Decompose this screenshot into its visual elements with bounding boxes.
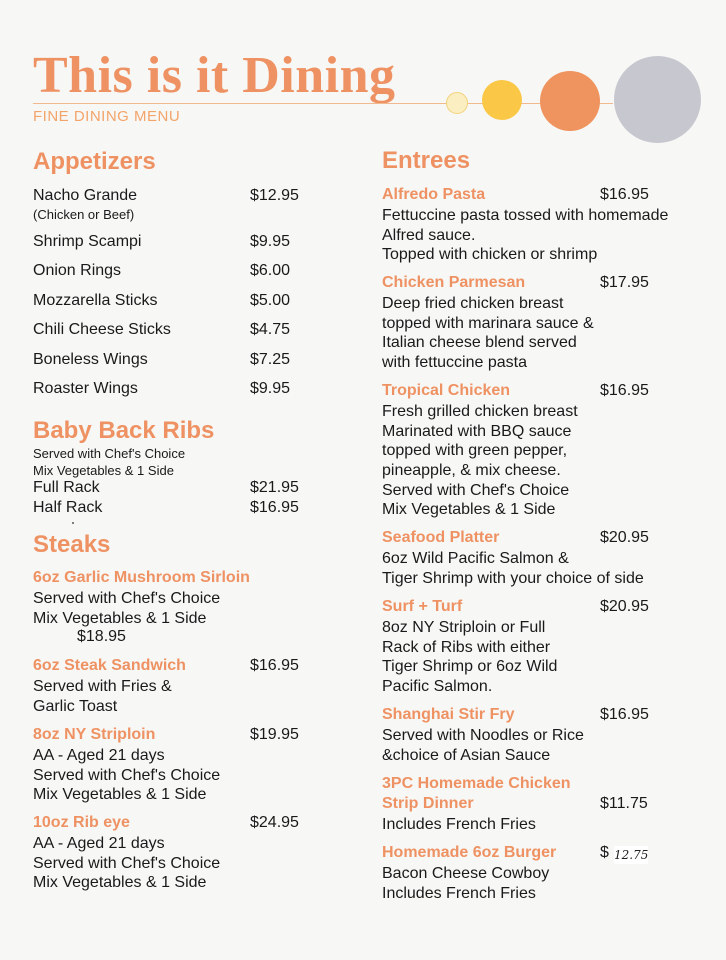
description-line: Marinated with BBQ sauce bbox=[382, 422, 572, 440]
entree-price: $16.95 bbox=[600, 186, 649, 203]
description-line: Mix Vegetables & 1 Side bbox=[382, 501, 556, 519]
description-line: 6oz Wild Pacific Salmon & bbox=[382, 550, 569, 567]
entree-name: Chicken Parmesan bbox=[382, 274, 526, 291]
decor-circle-orange bbox=[540, 71, 600, 131]
entree-name: Tropical Chicken bbox=[382, 382, 511, 399]
appetizer-name: Nacho Grande bbox=[33, 187, 138, 204]
description-line: Includes French Fries bbox=[382, 816, 536, 833]
description-line: Includes French Fries bbox=[382, 884, 536, 902]
entree-price: $11.75 bbox=[600, 795, 648, 812]
description-line: Mix Vegetables & 1 Side bbox=[33, 609, 207, 627]
steak-price: $24.95 bbox=[250, 814, 299, 831]
steak-description bbox=[33, 677, 172, 716]
steak-name: 8oz NY Striploin bbox=[33, 726, 156, 743]
ribs-heading: Baby Back Ribs bbox=[33, 417, 215, 444]
description-line: Served with Chef's Choice bbox=[33, 854, 221, 872]
entree-price: $20.95 bbox=[600, 529, 649, 546]
steak-description bbox=[33, 834, 220, 893]
entree-price: $16.95 bbox=[600, 382, 649, 399]
description-line: Served with Chef's Choice bbox=[382, 481, 570, 499]
entree-name: Surf + Turf bbox=[382, 598, 463, 615]
entree-description bbox=[382, 815, 536, 835]
description-line: pineapple, & mix cheese. bbox=[382, 462, 561, 480]
description-line: Fresh grilled chicken breast bbox=[382, 403, 578, 420]
appetizer-name: Chili Cheese Sticks bbox=[33, 321, 171, 338]
decor-circle-small bbox=[446, 92, 468, 114]
description-line: Rack of Ribs with either bbox=[382, 638, 551, 656]
appetizer-name: Onion Rings bbox=[33, 262, 122, 279]
description-line: AA - Aged 21 days bbox=[33, 835, 165, 852]
entree-name: Shanghai Stir Fry bbox=[382, 706, 515, 723]
entree-price: $ bbox=[600, 844, 609, 861]
restaurant-title: This is it Dining bbox=[33, 47, 396, 104]
entree-description bbox=[382, 549, 644, 588]
description-line: Mix Vegetables & 1 Side bbox=[33, 874, 207, 892]
description-line: Served with Noodles or Rice bbox=[382, 727, 584, 744]
entree-name: 3PC Homemade Chicken bbox=[382, 775, 571, 792]
steak-price: $19.95 bbox=[250, 726, 299, 743]
entree-description bbox=[382, 402, 578, 520]
entrees-heading: Entrees bbox=[382, 147, 471, 174]
entree-price: $20.95 bbox=[600, 598, 649, 615]
description-line: topped with green pepper, bbox=[382, 442, 568, 460]
entree-description bbox=[382, 206, 668, 265]
entree-description bbox=[382, 726, 584, 765]
steak-name: 6oz Garlic Mushroom Sirloin bbox=[33, 569, 250, 586]
steak-name: 10oz Rib eye bbox=[33, 814, 130, 831]
decor-circle-yellow bbox=[482, 80, 522, 120]
entree-description bbox=[382, 618, 557, 697]
description-line: Topped with chicken or shrimp bbox=[382, 246, 598, 264]
description-line: Bacon Cheese Cowboy bbox=[382, 865, 550, 882]
entree-name: Strip Dinner bbox=[382, 795, 474, 812]
steak-name: 6oz Steak Sandwich bbox=[33, 657, 186, 674]
description-line: with fettuccine pasta bbox=[382, 354, 527, 372]
description-line: Pacific Salmon. bbox=[382, 678, 493, 696]
description-line: Mix Vegetables & 1 Side bbox=[33, 786, 207, 804]
entree-name: Homemade 6oz Burger bbox=[382, 844, 557, 861]
steak-price: $18.95 bbox=[77, 628, 126, 645]
description-line: AA - Aged 21 days bbox=[33, 747, 165, 764]
appetizers-heading: Appetizers bbox=[33, 148, 156, 175]
ribs-note: Mix Vegetables & 1 Side bbox=[33, 463, 174, 478]
entree-description bbox=[382, 864, 549, 903]
appetizer-name: Roaster Wings bbox=[33, 380, 138, 397]
description-line: Tiger Shrimp or 6oz Wild bbox=[382, 658, 558, 676]
ribs-price: $21.95 bbox=[250, 479, 299, 496]
description-line: Garlic Toast bbox=[33, 697, 118, 715]
appetizer-price: $5.00 bbox=[250, 292, 291, 309]
entree-price: $16.95 bbox=[600, 706, 649, 723]
ribs-name: Full Rack bbox=[33, 479, 100, 496]
description-line: Deep fried chicken breast bbox=[382, 295, 564, 312]
appetizer-name: Mozzarella Sticks bbox=[33, 292, 158, 309]
appetizer-name: Shrimp Scampi bbox=[33, 233, 142, 250]
description-line: &choice of Asian Sauce bbox=[382, 746, 551, 764]
entree-name: Seafood Platter bbox=[382, 529, 500, 546]
ribs-price: $16.95 bbox=[250, 499, 299, 516]
appetizer-note: (Chicken or Beef) bbox=[33, 207, 135, 222]
entree-description bbox=[382, 294, 594, 373]
appetizer-price: $9.95 bbox=[250, 380, 291, 397]
ribs-name: Half Rack bbox=[33, 499, 103, 516]
description-line: topped with marinara sauce & bbox=[382, 314, 594, 332]
description-line: Tiger Shrimp with your choice of side bbox=[382, 569, 644, 587]
appetizer-price: $12.95 bbox=[250, 187, 299, 204]
decor-circle-gray bbox=[614, 56, 701, 143]
header-divider bbox=[33, 103, 613, 104]
description-line: Served with Chef's Choice bbox=[33, 590, 221, 607]
description-line: Served with Fries & bbox=[33, 678, 172, 695]
appetizer-price: $6.00 bbox=[250, 262, 291, 279]
entree-price: $17.95 bbox=[600, 274, 649, 291]
appetizer-price: $9.95 bbox=[250, 233, 291, 250]
entree-name: Alfredo Pasta bbox=[382, 186, 486, 203]
appetizer-price: $7.25 bbox=[250, 351, 291, 368]
appetizer-price: $4.75 bbox=[250, 321, 291, 338]
steak-price: $16.95 bbox=[250, 657, 299, 674]
steaks-heading: Steaks bbox=[33, 531, 111, 558]
steak-description bbox=[33, 746, 220, 805]
ribs-note: Served with Chef's Choice bbox=[33, 446, 186, 461]
description-line: Served with Chef's Choice bbox=[33, 766, 221, 784]
appetizer-name: Boneless Wings bbox=[33, 351, 148, 368]
description-line: Italian cheese blend served bbox=[382, 334, 577, 352]
description-line: Alfred sauce. bbox=[382, 226, 476, 244]
handwritten-price: 12.75 bbox=[614, 848, 649, 862]
steak-description bbox=[33, 589, 220, 628]
description-line: 8oz NY Striploin or Full bbox=[382, 619, 546, 636]
menu-subtitle: FINE DINING MENU bbox=[33, 108, 181, 125]
paper-speck bbox=[72, 522, 74, 524]
description-line: Fettuccine pasta tossed with homemade bbox=[382, 207, 669, 224]
